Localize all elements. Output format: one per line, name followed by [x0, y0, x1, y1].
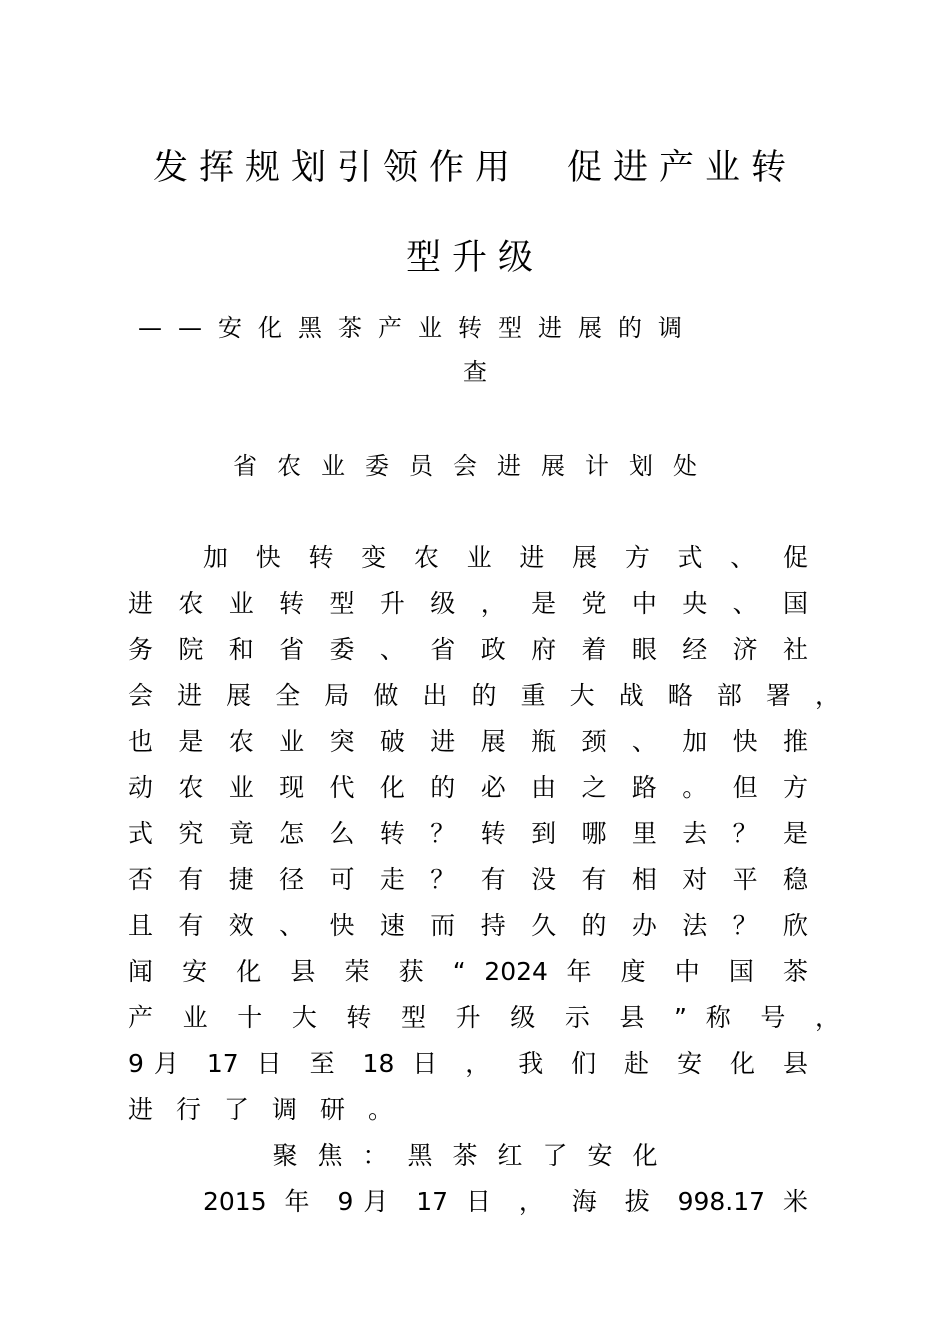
paragraph-1-line-11: 产 业 十 大 转 型 升 级 示 县 ” 称 号 ，: [128, 1003, 840, 1032]
paragraph-1-line-3: 务 院 和 省 委 、 省 政 府 着 眼 经 济 社: [128, 635, 808, 664]
paragraph-1-line-4: 会 进 展 全 局 做 出 的 重 大 战 略 部 署 ，: [128, 681, 840, 710]
paragraph-2-line-1: 2015 年 9月 17 日 ， 海 拔 998.17 米: [203, 1187, 808, 1216]
paragraph-1-line-13: 进 行 了 调 研 。: [128, 1095, 393, 1124]
paragraph-1-line-8: 否 有 捷 径 可 走 ？ 有 没 有 相 对 平 稳: [128, 865, 808, 894]
paragraph-1-line-10: 闻 安 化 县 荣 获 “ 2024 年 度 中 国 茶: [128, 957, 808, 986]
section-heading: 聚焦：黑茶红了安化: [272, 1141, 678, 1170]
document-subtitle-line-1: ——安化黑茶产业转型进展的调: [138, 314, 698, 342]
document-author: 省农业委员会进展计划处: [233, 452, 717, 480]
document-title-line-1: 发挥规划引领作用 促进产业转: [152, 148, 797, 188]
document-subtitle-line-2: 查: [463, 358, 487, 386]
paragraph-1-line-2: 进 农 业 转 型 升 级 ， 是 党 中 央 、 国: [128, 589, 808, 618]
paragraph-1-line-7: 式 究 竟 怎 么 转 ？ 转 到 哪 里 去 ？ 是: [128, 819, 808, 848]
paragraph-1-line-6: 动 农 业 现 代 化 的 必 由 之 路 。 但 方: [128, 773, 808, 802]
paragraph-1-line-5: 也 是 农 业 突 破 进 展 瓶 颈 、 加 快 推: [128, 727, 808, 756]
document-title-line-2: 型升级: [405, 238, 544, 278]
paragraph-1-line-1: 加 快 转 变 农 业 进 展 方 式 、 促: [203, 543, 808, 572]
paragraph-1-line-12: 9月 17 日 至 18 日 ， 我 们 赴 安 化 县: [128, 1049, 808, 1078]
paragraph-1-line-9: 且 有 效 、 快 速 而 持 久 的 办 法 ？ 欣: [128, 911, 808, 940]
